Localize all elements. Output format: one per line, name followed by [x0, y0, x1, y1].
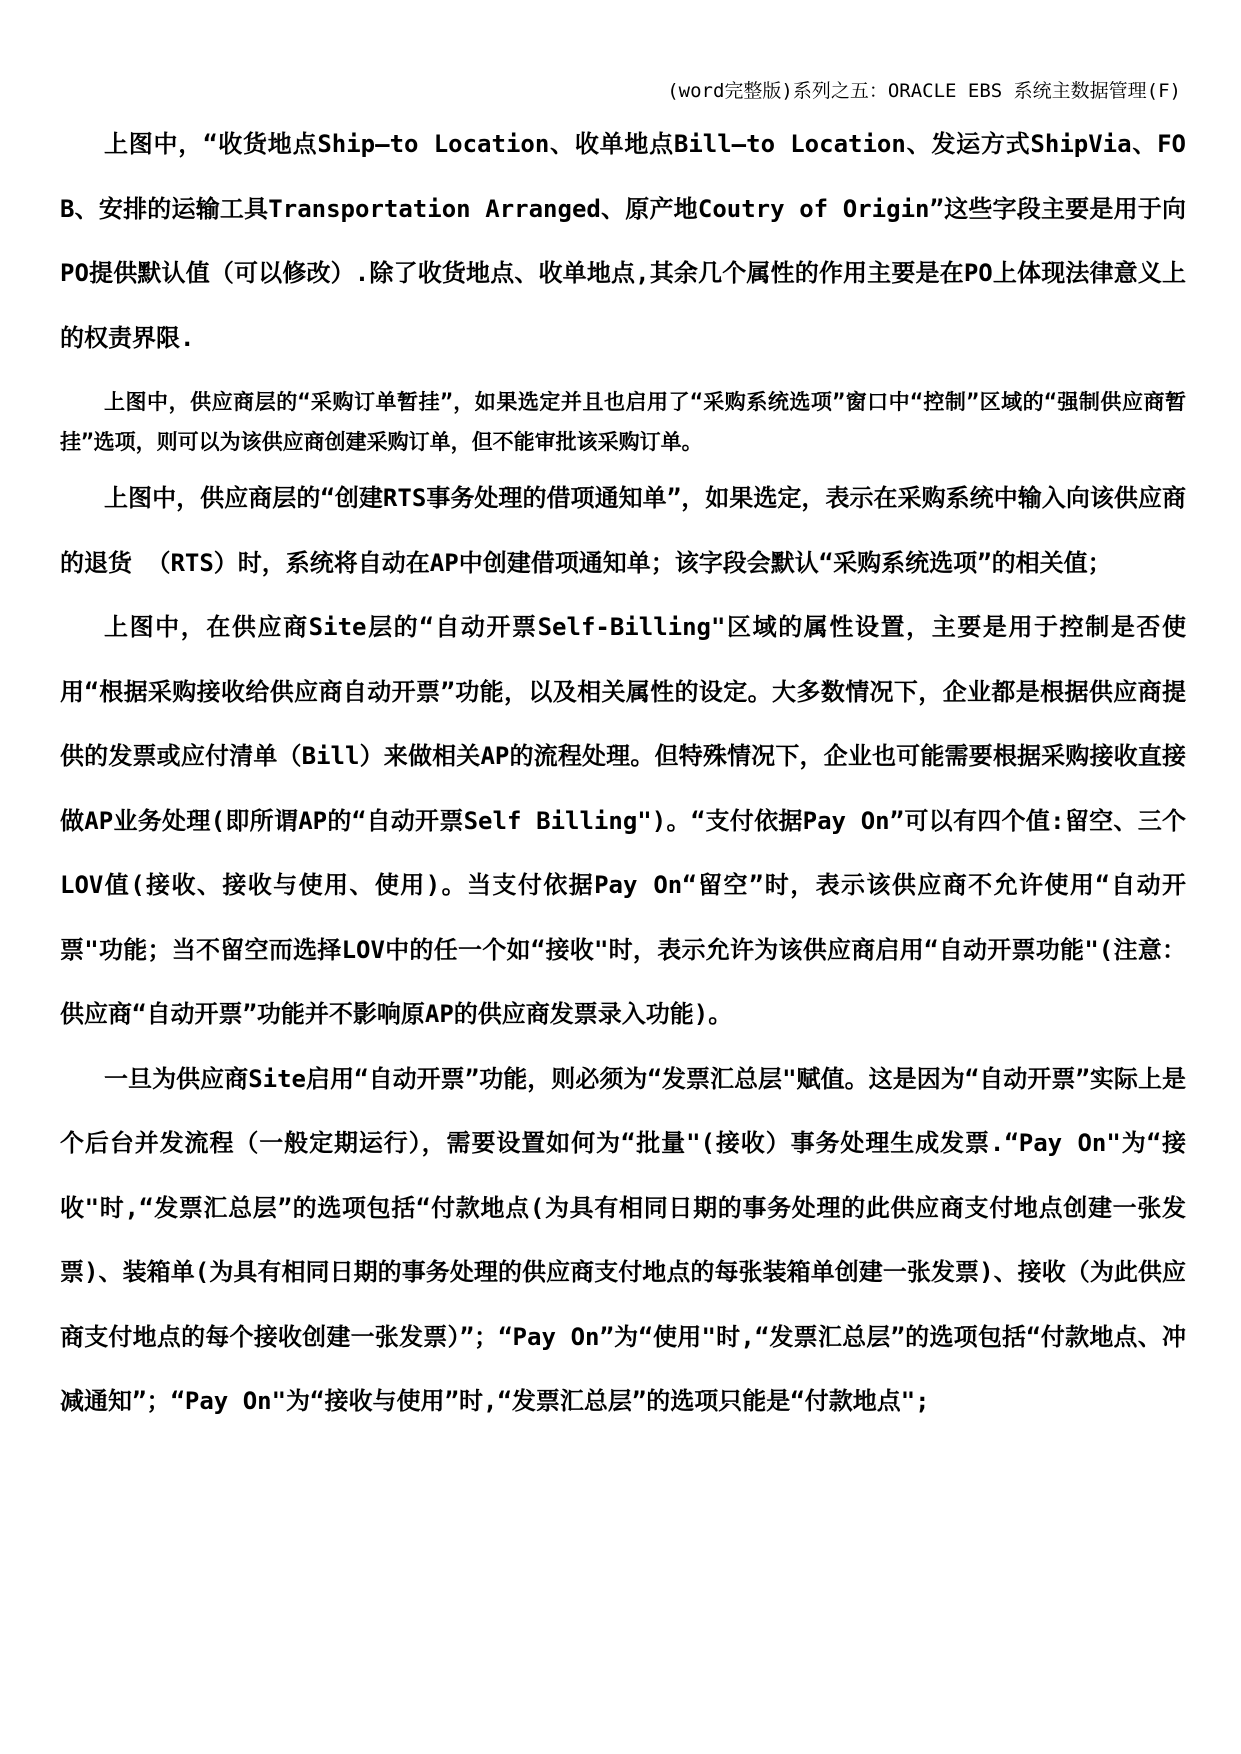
paragraph-ship-bill-location: 上图中，“收货地点Ship—to Location、收单地点Bill—to Location、发运方式ShipVia、FOB、安排的运输工具Transportation Arranged、原产地Coutry of Origin”这些字段主要是用于向PO提供默认值（可以修改）.除了收货地点、收单地点,其余几个属性的作用主要是在PO上体现法律意义上的权责界限. [60, 130, 1186, 352]
paragraph-invoice-summary-level: 一旦为供应商Site启用“自动开票”功能，则必须为“发票汇总层"赋值。这是因为“自动开票”实际上是个后台并发流程（一般定期运行），需要设置如何为“批量"(接收）事务处理生成发票.“Pay On"为“接收"时,“发票汇总层”的选项包括“付款地点(为具有相同日期的事务处理的此供应商支付地点创建一张发票)、装箱单(为具有相同日期的事务处理的供应商支付地点的每张装箱单创建一张发票)、接收（为此供应商支付地点的每个接收创建一张发票）”；“Pay On”为“使用"时,“发票汇总层”的选项包括“付款地点、冲减通知”；“Pay On"为“接收与使用”时,“发票汇总层”的选项只能是“付款地点"; [60, 1064, 1186, 1415]
document-body [60, 112, 1186, 1434]
paragraph-po-hold: 上图中，供应商层的“采购订单暂挂”，如果选定并且也启用了“采购系统选项”窗口中“控制”区域的“强制供应商暂挂”选项，则可以为该供应商创建采购订单，但不能审批该采购订单。 [60, 390, 1186, 454]
running-header: (word完整版)系列之五：ORACLE EBS 系统主数据管理(F) [667, 80, 1181, 102]
paragraph-self-billing: 上图中，在供应商Site层的“自动开票Self-Billing"区域的属性设置，主要是用于控制是否使用“根据采购接收给供应商自动开票”功能，以及相关属性的设定。大多数情况下，企业都是根据供应商提供的发票或应付清单（Bill）来做相关AP的流程处理。但特殊情况下，企业也可能需要根据采购接收直接做AP业务处理(即所谓AP的“自动开票Self Billing")。“支付依据Pay On”可以有四个值:留空、三个LOV值(接收、接收与使用、使用)。当支付依据Pay On“留空”时，表示该供应商不允许使用“自动开票"功能；当不留空而选择LOV中的任一个如“接收"时，表示允许为该供应商启用“自动开票功能"(注意：供应商“自动开票”功能并不影响原AP的供应商发票录入功能)。 [60, 613, 1186, 1028]
paragraph-rts-debit-memo: 上图中，供应商层的“创建RTS事务处理的借项通知单”，如果选定，表示在采购系统中输入向该供应商的退货 （RTS）时，系统将自动在AP中创建借项通知单；该字段会默认“采购系统选项”的相关值； [60, 484, 1186, 577]
